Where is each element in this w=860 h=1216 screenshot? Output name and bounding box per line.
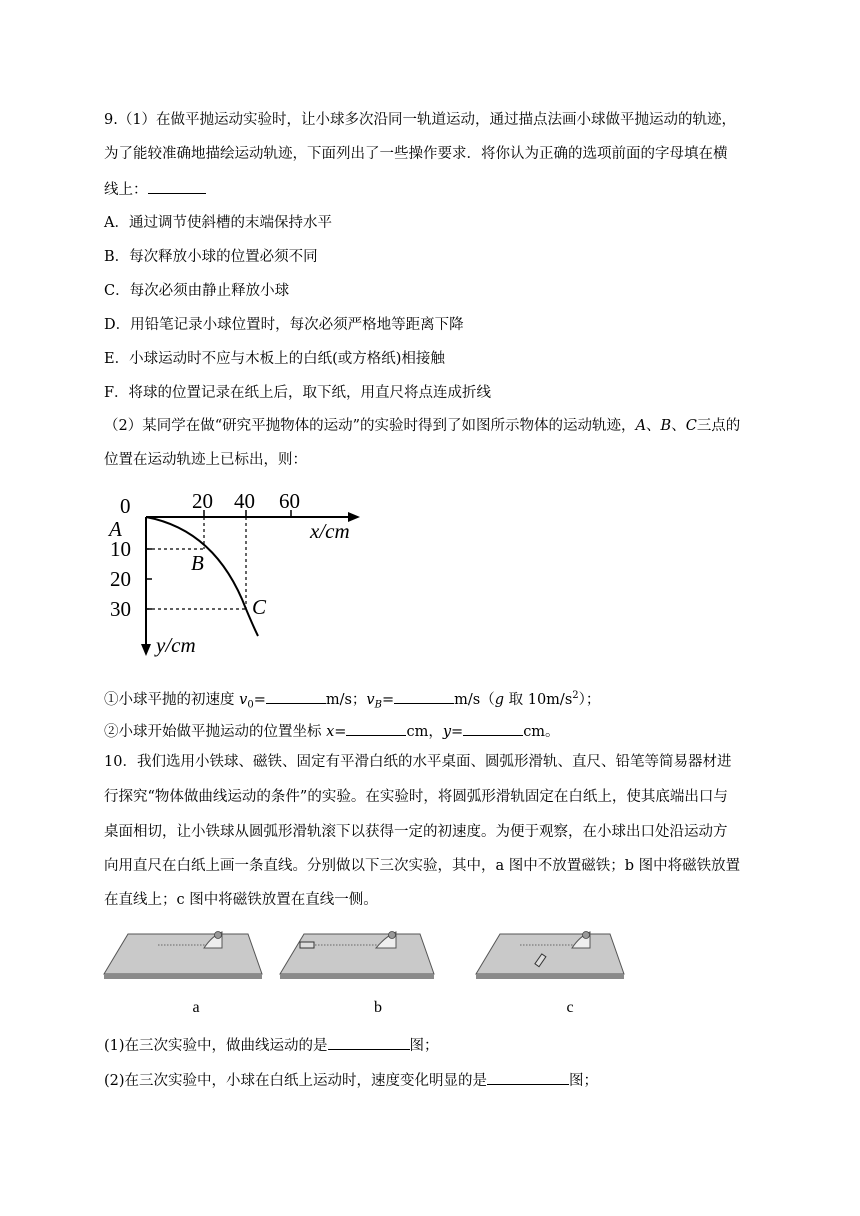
point-c-label: C: [252, 595, 267, 619]
q9-option-f: F．将球的位置记录在纸上后，取下纸，用直尺将点连成折线: [104, 385, 492, 401]
point-a-label: A: [109, 517, 122, 541]
figure-c-board: [476, 932, 624, 980]
q9-sub2: ②小球开始做平抛运动的位置坐标 x= cm，y= cm。: [104, 720, 560, 742]
q10-line3: 桌面相切，让小铁球从圆弧形滑轨滚下以获得一定的初速度。为便于观察，在小球出口处沿运动方: [104, 824, 728, 840]
q10-line4: 向用直尺在白纸上画一条直线。分别做以下三次实验，其中，a 图中不放置磁铁；b 图中将磁铁放置: [104, 858, 741, 874]
y-tick-label-10: 10: [110, 537, 131, 561]
magnet-b: [300, 942, 314, 948]
q9-intro-line1: 9.（1）在做平抛运动实验时，让小球多次沿同一轨道运动，通过描点法画小球做平抛运动的轨迹，: [104, 112, 737, 128]
x-tick-label-20: 20: [192, 489, 213, 513]
y-axis-arrow: [141, 644, 151, 656]
q9-option-b: B．每次释放小球的位置必须不同: [104, 249, 318, 265]
q9-intro-line3: 线上：: [104, 178, 206, 200]
figure-b-label: b: [374, 999, 382, 1016]
answer-blank-speed[interactable]: [487, 1069, 569, 1085]
x-tick-label-40: 40: [234, 489, 255, 513]
answer-blank-y[interactable]: [463, 720, 523, 736]
answer-blank-options[interactable]: [148, 178, 206, 194]
q10-line2: 行探究“物体做曲线运动的条件”的实验。在实验时，将圆弧形滑轨固定在白纸上，使其底端出口与: [104, 789, 728, 805]
x-tick-label-60: 60: [279, 489, 300, 513]
q9-part2-line2: 位置在运动轨迹上已标出，则：: [104, 452, 307, 468]
trajectory-curve: [146, 517, 258, 636]
figure-c-label: c: [566, 999, 574, 1016]
y-axis-label: y/cm: [156, 633, 196, 657]
origin-label: 0: [120, 494, 131, 518]
answer-blank-x[interactable]: [346, 720, 406, 736]
figure-b-board: [280, 932, 434, 980]
q9-intro-line2: 为了能较准确地描绘运动轨迹，下面列出了一些操作要求．将你认为正确的选项前面的字母填在横: [104, 146, 728, 162]
figure-a-label: a: [192, 999, 200, 1016]
answer-blank-curve[interactable]: [328, 1034, 410, 1050]
q10-line5: 在直线上；c 图中将磁铁放置在直线一侧。: [104, 892, 378, 908]
point-b-label: B: [191, 551, 204, 575]
answer-blank-vb[interactable]: [394, 688, 454, 704]
q9-option-a: A．通过调节使斜槽的末端保持水平: [104, 215, 332, 231]
q9-option-d: D．用铅笔记录小球位置时，每次必须严格地等距离下降: [104, 317, 464, 333]
trajectory-graph: [104, 488, 374, 668]
x-axis-arrow: [348, 512, 360, 522]
q10-sub2: (2)在三次实验中，小球在白纸上运动时，速度变化明显的是 图；: [104, 1069, 598, 1091]
y-tick-label-30: 30: [110, 597, 131, 621]
q10-line1: 10．我们选用小铁球、磁铁、固定有平滑白纸的水平桌面、圆弧形滑轨、直尺、铅笔等简易器材进: [104, 754, 732, 770]
q9-option-c: C．每次必须由静止释放小球: [104, 283, 290, 299]
q10-sub1: (1)在三次实验中，做曲线运动的是 图；: [104, 1034, 439, 1056]
y-tick-label-20: 20: [110, 567, 131, 591]
experiment-figures: [100, 922, 640, 1022]
q9-sub1: ①小球平抛的初速度 $v_0= m/s$；$v_B= m/s(g$ 取 $10m/s^2$）；: [104, 686, 600, 716]
q9-option-e: E．小球运动时不应与木板上的白纸(或方格纸)相接触: [104, 351, 445, 367]
figure-a-board: [104, 932, 262, 980]
q9-part2-line1: （2）某同学在做“研究平抛物体的运动”的实验时得到了如图所示物体的运动轨迹，A、B、C三点的: [104, 418, 741, 434]
answer-blank-v0[interactable]: [266, 688, 326, 704]
x-axis-label: x/cm: [310, 519, 350, 543]
